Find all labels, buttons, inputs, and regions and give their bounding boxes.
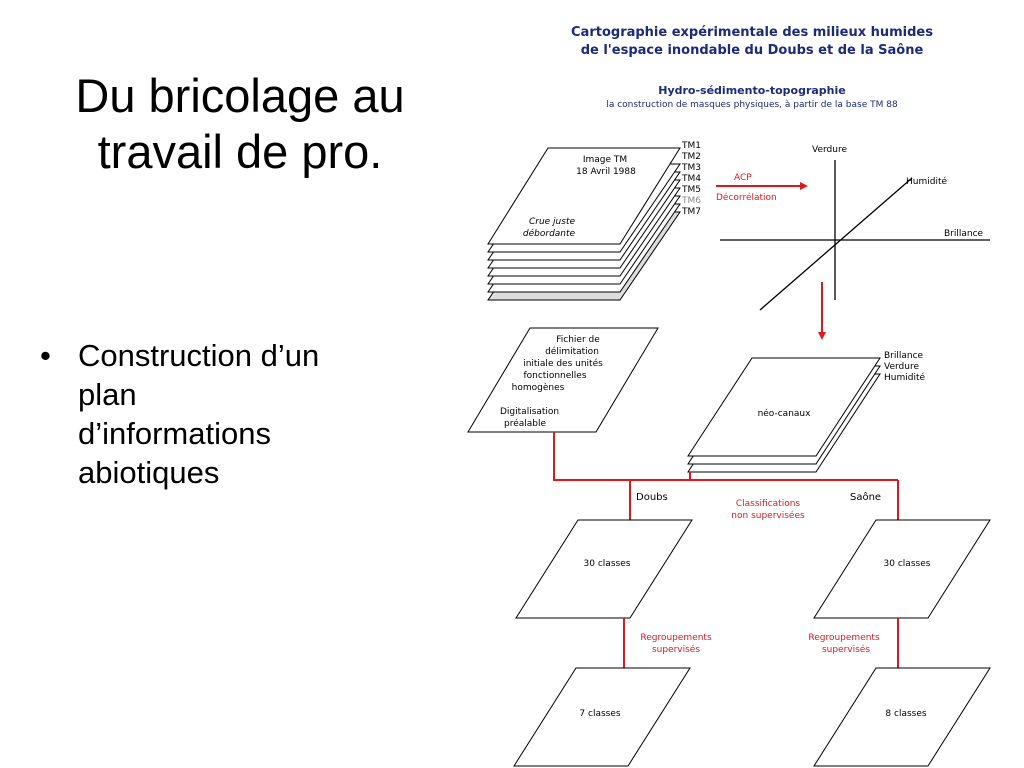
fichier-line: fonctionnelles	[523, 371, 587, 381]
fichier-line: homogènes	[511, 383, 565, 393]
bullet-text-line-3: d’informations	[78, 416, 271, 451]
saone-final-classes-label: 8 classes	[885, 709, 927, 719]
band-label: TM7	[682, 207, 701, 217]
neo-canaux-label: néo-canaux	[757, 409, 811, 419]
slide-title-line-1: Du bricolage au	[75, 69, 405, 122]
neo-layer-label: Humidité	[884, 373, 926, 383]
slide-title	[20, 68, 460, 180]
saone-30-classes-label: 30 classes	[883, 559, 931, 569]
bullet-text-line-2: plan	[78, 377, 137, 412]
bullet-item	[40, 336, 400, 492]
band-label: TM5	[682, 185, 701, 195]
diagram-subheading-line-1: Hydro-sédimento-topographie	[658, 84, 846, 97]
doubs-final-classes-label: 7 classes	[579, 709, 621, 719]
flow-diagram	[460, 0, 1024, 768]
band-label: TM2	[682, 152, 701, 162]
acp-label: ACP	[734, 173, 752, 183]
regroupement-right-line-2: supervisés	[821, 645, 871, 655]
doubs-30-classes-sheet	[516, 520, 692, 618]
axis-brillance-label: Brillance	[944, 229, 984, 239]
neo-layer-label: Brillance	[884, 351, 924, 361]
bullet-list	[40, 336, 400, 492]
crue-label-line-2: débordante	[522, 229, 576, 239]
bullet-marker: •	[40, 338, 51, 373]
band-label: TM6	[682, 196, 701, 206]
band-label: TM4	[682, 174, 701, 184]
digitalisation-line-2: préalable	[504, 419, 547, 429]
bullet-text-line-4: abiotiques	[78, 455, 220, 490]
slide-title-line-2: travail de pro.	[97, 125, 383, 178]
regroupement-left-line-1: Regroupements	[640, 633, 712, 643]
doubs-label: Doubs	[636, 492, 668, 503]
fichier-line: initiale des unités	[523, 359, 603, 369]
bullet-text-line-1: Construction d’un	[78, 338, 320, 373]
regroupement-right-line-1: Regroupements	[808, 633, 880, 643]
fichier-line: délimitation	[545, 347, 599, 357]
band-label: TM1	[682, 141, 701, 151]
neo-layer-label: Verdure	[884, 362, 919, 372]
diagram-heading-line-1: Cartographie expérimentale des milieux humides	[571, 25, 933, 40]
band-labels	[681, 141, 701, 217]
classification-label-line-1: Classifications	[735, 499, 801, 509]
crue-label-line-1: Crue juste	[528, 217, 576, 227]
regroupement-left-line-2: supervisés	[651, 645, 701, 655]
diagram-heading-line-2: de l'espace inondable du Doubs et de la Saône	[580, 43, 924, 58]
image-tm-date: 18 Avril 1988	[576, 167, 636, 177]
image-tm-label: Image TM	[582, 155, 628, 165]
doubs-30-classes-label: 30 classes	[583, 559, 631, 569]
decorrelation-label: Décorrélation	[716, 193, 777, 203]
classification-label-line-2: non supervisées	[731, 511, 805, 521]
axis-verdure-label: Verdure	[812, 145, 847, 155]
digitalisation-line-1: Digitalisation	[500, 407, 560, 417]
axis-humidite-label: Humidité	[906, 177, 948, 187]
band-label: TM3	[682, 163, 701, 173]
saone-label: Saône	[850, 492, 882, 503]
saone-30-classes-sheet	[814, 520, 990, 618]
fichier-line: Fichier de	[556, 335, 600, 345]
diagram-subheading-line-2: la construction de masques physiques, à partir de la base TM 88	[606, 100, 898, 110]
